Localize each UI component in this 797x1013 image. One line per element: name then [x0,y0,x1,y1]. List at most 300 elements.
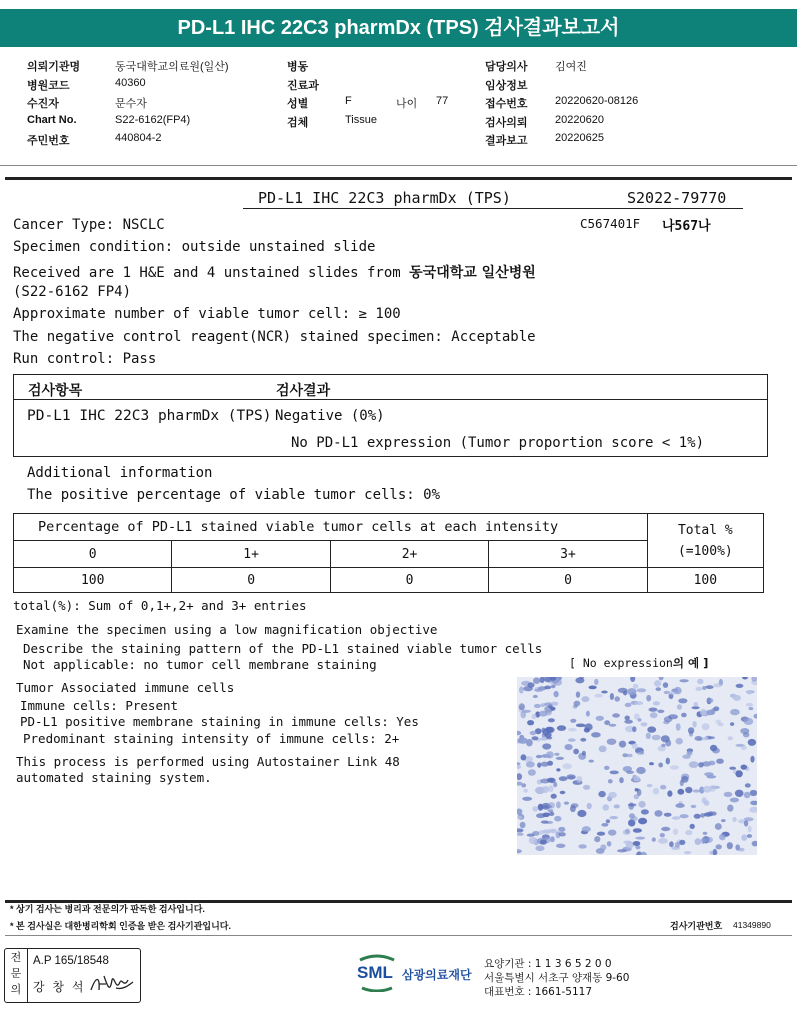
age-value: 77 [436,95,449,107]
receipt-label: 접수번호 [485,98,528,110]
tissue-nucleus [673,829,678,836]
tissue-nucleus [702,797,707,803]
tissue-nucleus [604,766,610,770]
received-text: Received are 1 H&E and 4 unstained slides from [13,265,401,281]
tissue-nucleus [594,836,600,842]
tissue-nucleus [545,710,551,716]
tissue-nucleus [607,841,612,846]
tissue-nucleus [730,722,734,726]
tissue-nucleus [540,839,547,844]
tissue-nucleus [672,816,681,820]
tissue-nucleus [661,735,670,742]
tissue-nucleus [528,769,536,776]
tissue-nucleus [517,833,524,836]
tissue-nucleus [713,683,722,687]
tissue-nucleus [522,797,532,801]
tissue-nucleus [727,805,733,812]
clinical-label: 임상정보 [485,79,528,92]
foundation-name: 삼광의료재단 [402,968,472,982]
tissue-nucleus [676,723,681,730]
tissue-nucleus [599,746,607,753]
specimen-label: 검체 [287,116,309,129]
tissue-nucleus [741,834,747,841]
tissue-nucleus [689,761,699,768]
tissue-nucleus [627,754,633,758]
code-left: C567401F [580,216,641,231]
tissue-nucleus [664,813,672,817]
tissue-nucleus [729,767,736,770]
tissue-nucleus [570,719,576,723]
result-detail: No PD-L1 expression (Tumor proportion score < 1%) [291,435,705,451]
tissue-nucleus [721,819,726,822]
tissue-nucleus [607,739,617,745]
sml-logo-text: SML [357,963,393,982]
tissue-nucleus [619,741,626,748]
tissue-nucleus [744,820,748,826]
tissue-nucleus [691,805,697,808]
tissue-nucleus [656,687,662,691]
tissue-nucleus [674,687,682,694]
doctor-value: 김여진 [555,61,587,73]
tissue-nucleus [628,803,637,806]
tissue-nucleus [604,720,610,725]
tissue-nucleus [547,778,555,783]
top-thick-rule [5,177,792,180]
header-left-values [115,58,229,151]
tissue-nucleus [625,716,630,721]
tissue-nucleus [719,834,726,841]
tissue-nucleus [652,735,661,741]
process-line-1: This process is performed using Autostainer Link 48 [16,754,400,769]
additional-heading: Additional information [27,465,213,481]
tissue-nucleus [606,819,610,823]
total-note: total(%): Sum of 0,1+,2+ and 3+ entries [13,598,307,613]
tissue-nucleus [745,783,751,787]
tissue-nucleus [534,704,541,708]
tissue-micrograph-image [517,677,757,855]
tissue-nucleus [517,816,522,819]
tissue-nucleus [536,755,542,758]
tissue-nucleus [705,837,713,843]
tissue-nucleus [542,743,551,749]
tissue-nucleus [657,710,664,713]
tissue-nucleus [653,788,660,795]
tissue-nucleus [744,792,751,798]
tissue-nucleus [527,682,534,687]
tissue-nucleus [557,725,566,731]
tissue-nucleus [735,770,742,777]
specimen-condition: Specimen condition: outside unstained slide [13,239,376,255]
tissue-nucleus [747,691,753,694]
tissue-nucleus [546,737,552,740]
tissue-nucleus [708,736,715,739]
level-2plus: 2+ [330,541,488,568]
tissue-nucleus [522,710,531,713]
tissue-nucleus [625,703,632,707]
tissue-nucleus [601,691,608,694]
tissue-nucleus [598,791,605,797]
id-label: 주민번호 [27,135,70,147]
tissue-nucleus [614,804,620,808]
tissue-nucleus [654,680,661,687]
tissue-nucleus [740,728,749,734]
tissue-nucleus [582,751,586,756]
tissue-nucleus [627,688,636,695]
tissue-nucleus [614,696,620,701]
tissue-nucleus [519,686,524,693]
inst-no-label: 검사기관번호 [670,921,723,931]
total-sub: (=100%) [677,543,733,559]
tissue-nucleus [709,785,716,792]
tissue-nucleus [635,837,645,840]
sex-value: F [345,95,352,107]
tissue-nucleus [694,702,699,707]
tissue-nucleus [595,694,603,698]
tissue-nucleus [568,738,576,742]
tissue-nucleus [688,727,694,734]
patient-label: 수진자 [27,98,59,110]
tissue-nucleus [677,789,684,795]
tissue-nucleus [619,777,624,783]
result-value: Negative (0%) [275,408,385,424]
tissue-nucleus [654,810,662,817]
tissue-nucleus [586,711,590,717]
tissue-nucleus [681,776,689,783]
tissue-nucleus [518,737,528,743]
signature-box-divider [27,948,28,1002]
tissue-nucleus [548,809,554,812]
tissue-nucleus [696,687,702,691]
tissue-nucleus [679,840,685,845]
header-divider [0,165,797,166]
tissue-nucleus [730,709,740,715]
value-0: 100 [14,568,172,593]
tissue-nucleus [556,768,560,771]
process-line-2: automated staining system. [16,770,212,785]
tissue-nucleus [574,701,581,707]
tissue-nucleus [585,723,593,730]
tissue-nucleus [748,739,756,746]
tissue-nucleus [702,723,710,730]
department-label: 진료과 [287,79,319,92]
tissue-nucleus [533,695,538,698]
tissue-micrograph-svg [517,677,757,855]
report-date-value: 20220625 [555,132,604,144]
tissue-nucleus [647,784,653,787]
tissue-nucleus [576,691,580,697]
tissue-nucleus [609,816,618,819]
tissue-nucleus [577,810,586,817]
tissue-nucleus [550,836,555,842]
tissue-nucleus [695,736,703,741]
immune-staining: PD-L1 positive membrane staining in immune cells: Yes [20,714,419,729]
tissue-nucleus [609,724,617,727]
header-right-labels [485,58,528,151]
tissue-nucleus [750,756,754,763]
tissue-nucleus [587,803,592,809]
tissue-nucleus [547,761,553,766]
tissue-nucleus [558,827,565,832]
tissue-nucleus [641,722,648,726]
tissue-nucleus [591,732,601,737]
result-item: PD-L1 IHC 22C3 pharmDx (TPS) [27,408,272,424]
hospital-code-value: 40360 [115,76,146,89]
tissue-nucleus [578,844,586,848]
hospital-code-label: 병원코드 [27,79,70,92]
tissue-nucleus [728,736,733,740]
tissue-nucleus [637,718,641,722]
tissue-nucleus [669,841,674,847]
tissue-nucleus [564,802,569,805]
tissue-nucleus [670,765,679,769]
tissue-nucleus [664,691,670,694]
ward-label: 병동 [287,61,309,73]
tissue-nucleus [658,838,668,844]
tissue-nucleus [632,726,636,732]
tissue-nucleus [638,818,647,825]
immune-heading: Tumor Associated immune cells [16,680,235,695]
tissue-nucleus [633,684,639,689]
tissue-nucleus [551,685,556,689]
inst-no: 41349890 [733,920,771,930]
tissue-nucleus [549,829,556,833]
tissue-nucleus [623,841,631,844]
tissue-nucleus [589,760,594,763]
tissue-nucleus [556,757,564,760]
agency-code: 요양기관 : 1 1 3 6 5 2 0 0 [484,958,612,970]
tissue-nucleus [661,827,670,831]
tissue-nucleus [527,834,535,837]
tissue-nucleus [602,804,609,810]
tissue-nucleus [520,822,526,828]
result-col1-header: 검사항목 [28,383,83,399]
tissue-nucleus [667,790,672,796]
tissue-nucleus [526,761,535,767]
tissue-nucleus [626,771,634,774]
footer-divider [5,935,792,936]
intensity-header: Percentage of PD-L1 stained viable tumor cells at each intensity [14,514,648,541]
sml-logo [356,954,398,992]
tissue-nucleus [548,802,555,809]
tissue-nucleus [730,798,739,803]
signature-icon [88,970,136,998]
tissue-nucleus [537,762,541,767]
tissue-nucleus [600,844,606,850]
result-table-divider [13,399,768,400]
tissue-nucleus [677,704,682,709]
tissue-nucleus [636,767,646,774]
approx-tumor-cells: Approximate number of viable tumor cell: ≥ 100 [13,306,401,322]
image-caption-prefix: [ No expression [569,656,673,670]
doctor-label: 담당의사 [485,61,528,73]
receipt-value: 20220620-08126 [555,95,639,107]
tissue-nucleus [736,684,744,688]
tissue-nucleus [617,849,627,852]
tissue-nucleus [618,688,628,693]
tissue-nucleus [748,826,752,833]
tissue-nucleus [581,696,589,702]
tissue-nucleus [633,776,640,781]
tissue-nucleus [532,736,539,740]
received-line [13,262,536,282]
tissue-nucleus [741,745,746,750]
tissue-nucleus [738,848,744,852]
tissue-nucleus [733,695,741,701]
tissue-nucleus [559,776,568,781]
examine-note: Examine the specimen using a low magnification objective [16,622,438,637]
tissue-nucleus [548,718,555,722]
code-right: 나567나 [662,219,711,234]
tissue-nucleus [702,686,706,690]
tissue-nucleus [566,774,575,779]
value-3plus: 0 [489,568,647,593]
footer-note-1: * 상기 검사는 병리과 전문의가 판독한 검사입니다. [10,904,205,914]
tissue-nucleus [543,813,550,818]
tissue-nucleus [633,828,642,833]
tissue-nucleus [637,688,647,692]
tissue-nucleus [680,814,689,818]
result-col2-header: 검사결과 [276,383,331,399]
tissue-nucleus [551,794,557,799]
immune-intensity: Predominant staining intensity of immune cells: 2+ [23,731,400,746]
tissue-nucleus [582,826,591,832]
tissue-nucleus [625,829,630,834]
header-left-labels [27,58,80,151]
tissue-nucleus [583,785,590,790]
tissue-nucleus [635,701,644,705]
header-right-values [555,58,638,151]
tissue-nucleus [559,832,566,836]
image-caption-suffix: 의 예 ] [672,656,709,670]
total-header: Total % [677,522,733,538]
tissue-nucleus [542,786,550,793]
tissue-nucleus [568,728,577,732]
image-caption [569,655,708,671]
immune-cells: Immune cells: Present [20,698,179,713]
tissue-nucleus [741,765,748,770]
level-3plus: 3+ [489,541,647,568]
tissue-nucleus [746,703,753,707]
sex-label: 성별 [287,98,309,110]
tissue-nucleus [519,703,525,710]
value-2plus: 0 [330,568,488,593]
tissue-nucleus [666,758,670,765]
describe-note: Describe the staining pattern of the PD-L1 stained viable tumor cells [23,641,543,656]
tissue-nucleus [608,779,613,783]
tissue-nucleus [624,720,633,724]
level-1plus: 1+ [172,541,330,568]
tissue-nucleus [533,677,540,684]
phone: 대표번호 : 1661-5117 [484,986,593,998]
age-label: 나이 [396,98,418,110]
tissue-nucleus [715,823,722,830]
request-value: 20220620 [555,113,604,126]
tissue-nucleus [635,788,639,791]
tissue-nucleus [684,851,691,854]
tissue-nucleus [649,708,658,712]
tissue-nucleus [535,846,544,852]
tissue-nucleus [554,691,559,697]
tissue-nucleus [678,698,687,703]
tissue-nucleus [608,830,616,836]
tissue-nucleus [707,698,713,703]
received-hospital: 동국대학교 일산병원 [409,265,536,281]
patient-value: 문수자 [115,98,147,110]
tissue-nucleus [527,720,534,725]
tissue-nucleus [641,809,649,814]
tissue-nucleus [521,754,527,760]
run-control: Run control: Pass [13,351,157,367]
tissue-nucleus [565,744,573,750]
tissue-nucleus [747,834,752,838]
tissue-nucleus [732,817,736,822]
tissue-nucleus [707,710,715,716]
tissue-nucleus [653,701,660,705]
tissue-nucleus [687,751,693,756]
clinical-value [555,77,638,96]
tissue-nucleus [576,776,582,783]
tissue-nucleus [553,782,557,787]
not-applicable-note: Not applicable: no tumor cell membrane staining [23,657,377,672]
tissue-nucleus [556,844,565,848]
tissue-nucleus [692,706,700,709]
tissue-nucleus [710,745,717,751]
tissue-nucleus [646,733,651,739]
tissue-nucleus [668,714,678,719]
tissue-nucleus [639,751,644,754]
tissue-nucleus [534,689,543,692]
tissue-nucleus [700,709,706,716]
tissue-nucleus [548,785,553,792]
tissue-nucleus [532,806,538,811]
tissue-nucleus [695,838,702,845]
accession-number: S2022-79770 [627,189,727,207]
chart-label: Chart No. [27,113,77,126]
tissue-nucleus [675,842,680,848]
tissue-nucleus [542,754,546,757]
tissue-nucleus [523,789,528,793]
specimen-value: Tissue [345,114,377,126]
tissue-nucleus [679,679,688,682]
tissue-nucleus [530,731,537,735]
tissue-nucleus [735,790,744,797]
tissue-nucleus [596,716,604,721]
tissue-nucleus [744,718,754,725]
tissue-nucleus [554,753,559,756]
tissue-nucleus [544,686,551,690]
tissue-nucleus [706,685,714,689]
tissue-nucleus [750,790,757,796]
tissue-nucleus [562,763,572,769]
tissue-nucleus [704,772,713,776]
tissue-nucleus [601,823,608,827]
tissue-nucleus [629,813,635,819]
tissue-nucleus [675,803,684,808]
total-value: 100 [647,568,763,593]
tissue-nucleus [663,682,668,688]
value-1plus: 0 [172,568,330,593]
cancer-type: Cancer Type: NSCLC [13,217,165,233]
tissue-nucleus [676,738,683,745]
tissue-nucleus [633,841,641,846]
ap-number: A.P 165/18548 [33,955,109,967]
tissue-nucleus [685,830,692,835]
tissue-nucleus [693,789,700,792]
tissue-nucleus [545,727,553,732]
tissue-nucleus [647,726,656,732]
tissue-nucleus [546,751,554,758]
tissue-nucleus [716,844,722,849]
